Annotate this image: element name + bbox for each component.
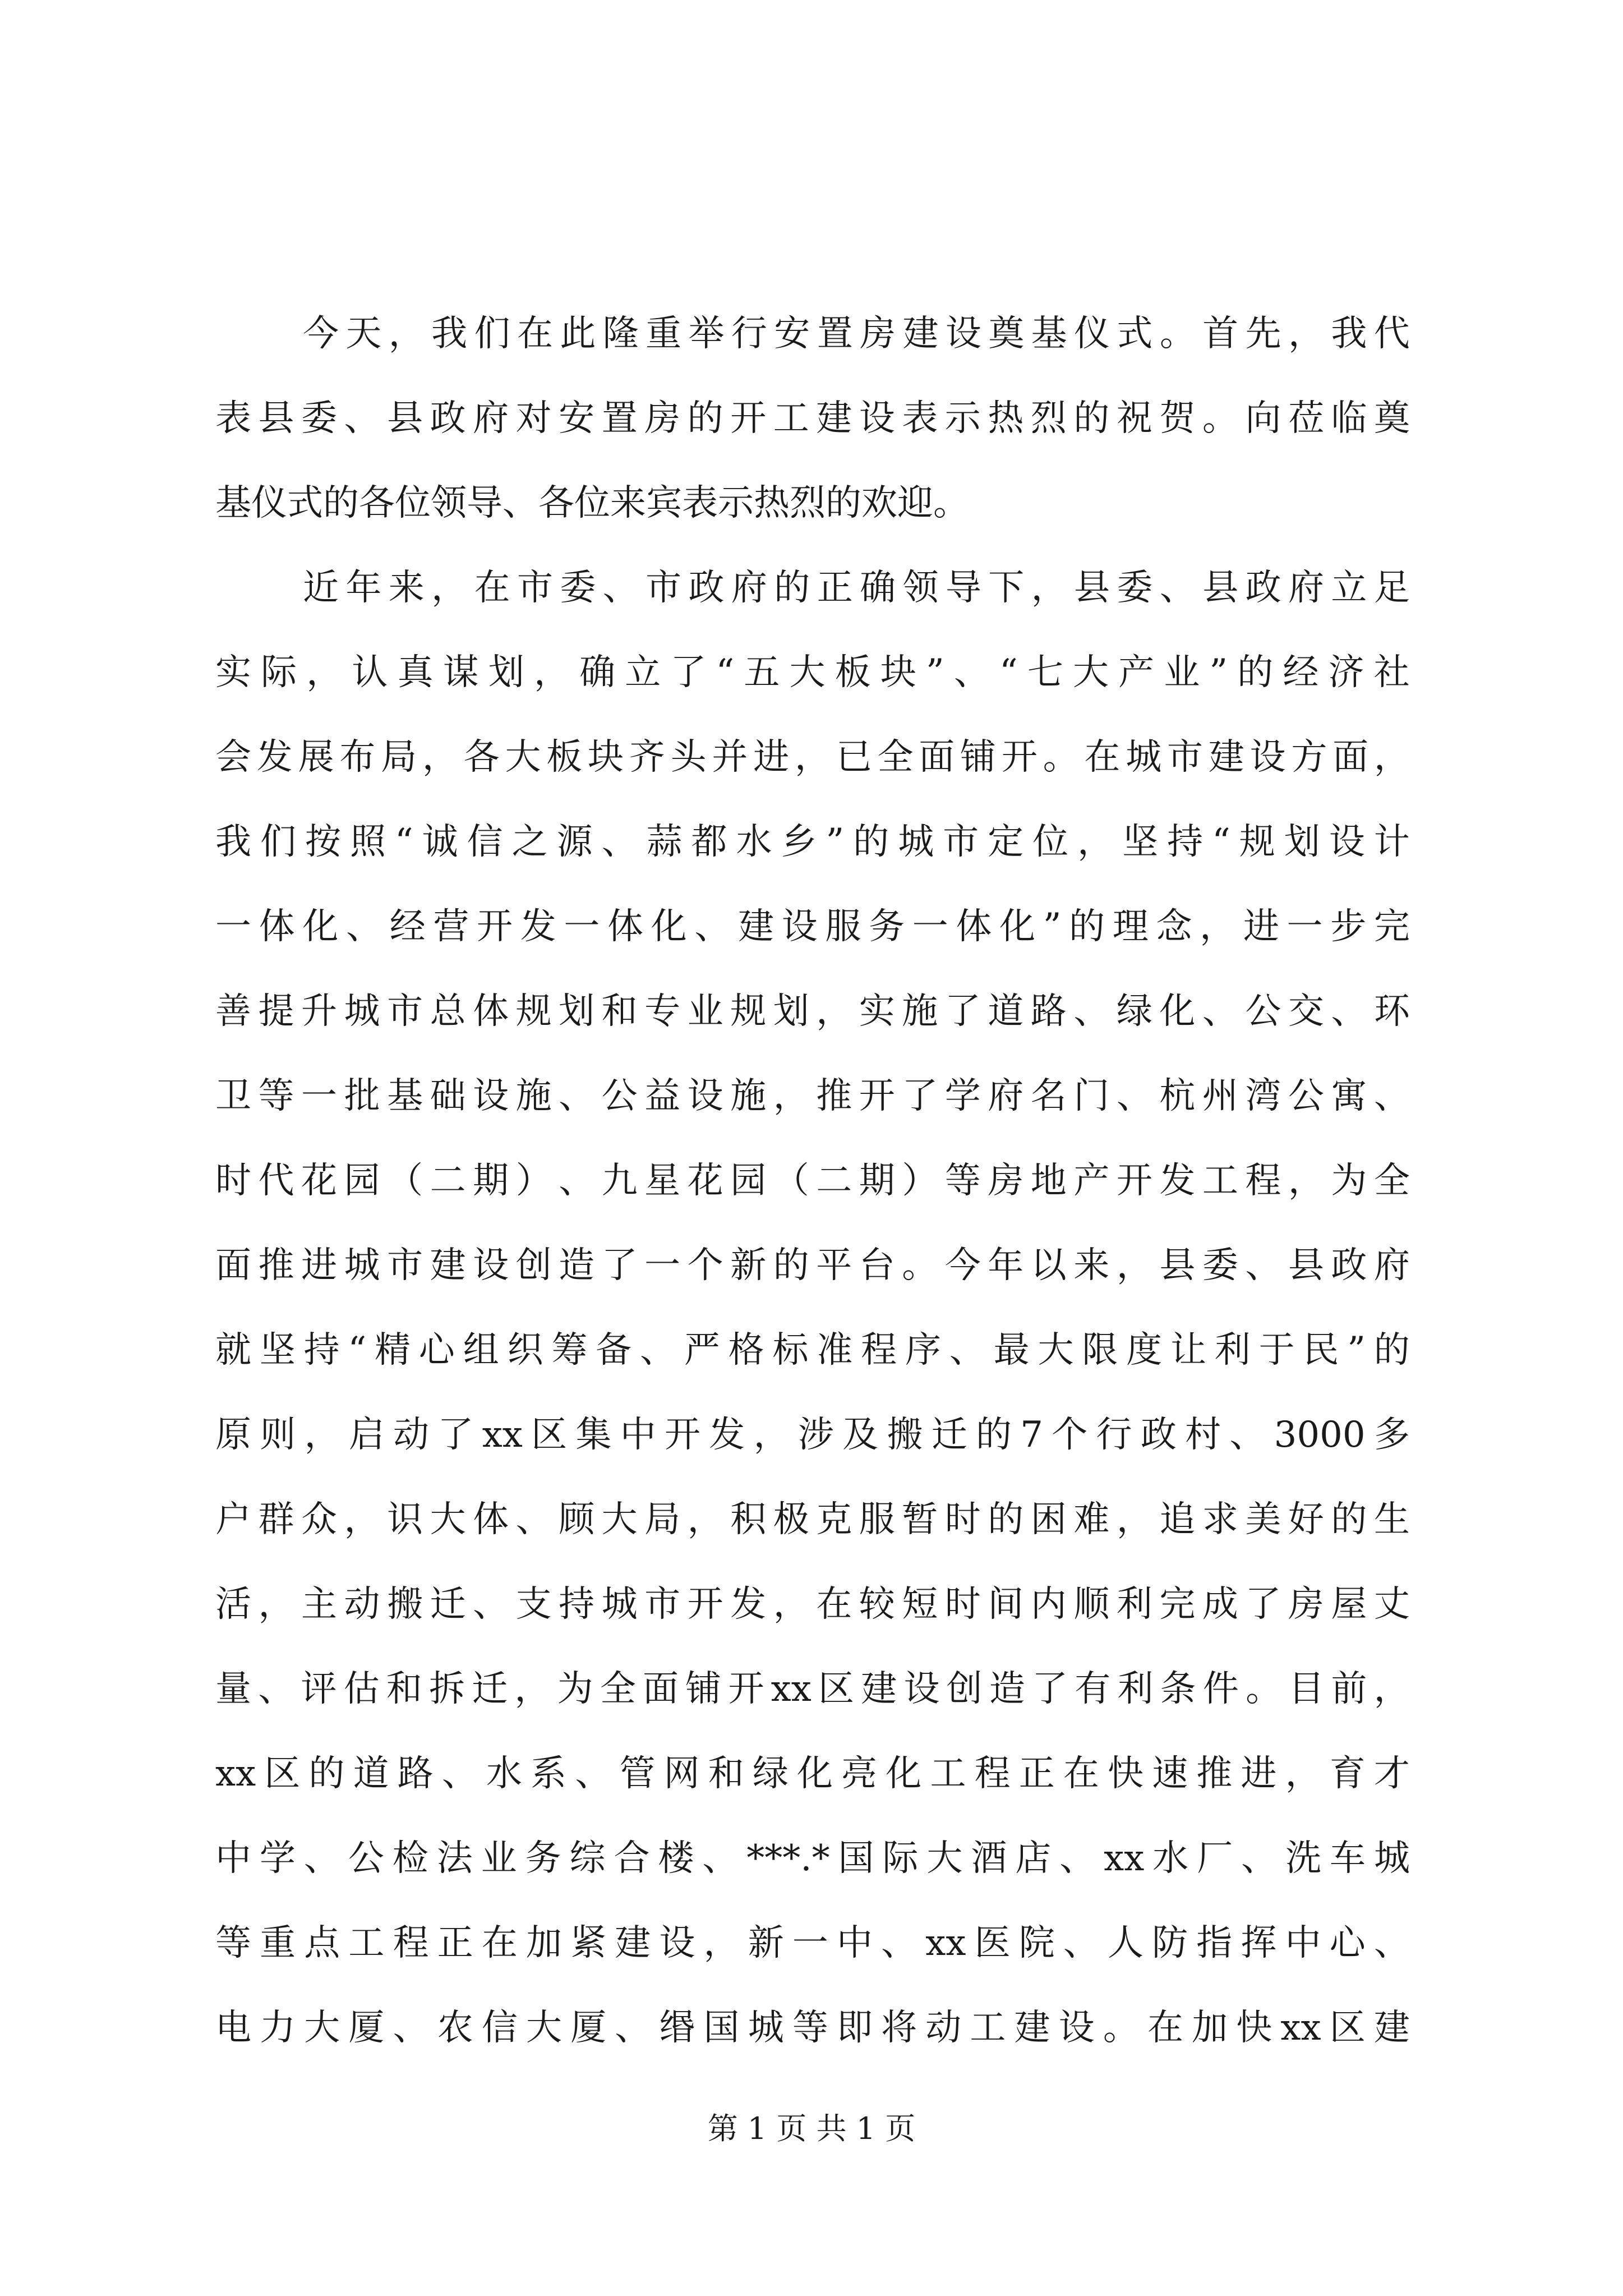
text-line: 今 天 ， 我 们 在 此 隆 重 举 行 安 置 房 建 设 奠 基 仪 式 。 首 先 ， 我 代 <box>303 313 1410 355</box>
text-line: 会 发 展 布 局 ， 各 大 板 块 齐 头 并 进 ， 已 全 面 铺 开 。 在 城 市 建 设 方 面 ， <box>215 737 1410 778</box>
text-line: 卫 等 一 批 基 础 设 施 、 公 益 设 施 ， 推 开 了 学 府 名 门 、 杭 州 湾 公 寓 、 <box>215 1075 1410 1117</box>
text-line: 中 学 、 公 检 法 业 务 综 合 楼 、 ***.* 国 际 大 酒 店 、 xx 水 厂 、 洗 车 城 <box>215 1838 1410 1879</box>
text-line: 电 力 大 厦 、 农 信 大 厦 、 缗 国 城 等 即 将 动 工 建 设 。 在 加 快 xx 区 建 <box>215 2007 1410 2049</box>
text-line: 活 ， 主 动 搬 迁 、 支 持 城 市 开 发 ， 在 较 短 时 间 内 顺 利 完 成 了 房 屋 丈 <box>215 1584 1410 1625</box>
text-line: 实 际 ， 认 真 谋 划 ， 确 立 了 “ 五 大 板 块 ” 、 “ 七 大 产 业 ” 的 经 济 社 <box>215 652 1410 693</box>
text-line: 近 年 来 ， 在 市 委 、 市 政 府 的 正 确 领 导 下 ， 县 委 、 县 政 府 立 足 <box>303 567 1410 609</box>
text-line: 等 重 点 工 程 正 在 加 紧 建 设 ， 新 一 中 、 xx 医 院 、 人 防 指 挥 中 心 、 <box>215 1922 1410 1964</box>
text-line: 时 代 花 园 （ 二 期 ） 、 九 星 花 园 （ 二 期 ） 等 房 地 产 开 发 工 程 ， 为 全 <box>215 1160 1410 1202</box>
text-line: 基仪式的各位领导、各位来宾表示热烈的欢迎。 <box>215 482 969 524</box>
text-line: 原 则 ， 启 动 了 xx 区 集 中 开 发 ， 涉 及 搬 迁 的 7 个 行 政 村 、 3000 多 <box>215 1414 1410 1456</box>
text-line: xx 区 的 道 路 、 水 系 、 管 网 和 绿 化 亮 化 工 程 正 在 快 速 推 进 ， 育 才 <box>215 1753 1410 1795</box>
paragraph <box>215 292 1410 546</box>
text-line: 一 体 化 、 经 营 开 发 一 体 化 、 建 设 服 务 一 体 化 ” 的 理 念 ， 进 一 步 完 <box>215 906 1410 947</box>
text-line: 面 推 进 城 市 建 设 创 造 了 一 个 新 的 平 台 。 今 年 以 来 ， 县 委 、 县 政 府 <box>215 1245 1410 1286</box>
paragraph <box>215 546 1410 2070</box>
text-line: 我 们 按 照 “ 诚 信 之 源 、 蒜 都 水 乡 ” 的 城 市 定 位 ， 坚 持 “ 规 划 设 计 <box>215 821 1410 863</box>
text-line: 表 县 委 、 县 政 府 对 安 置 房 的 开 工 建 设 表 示 热 烈 的 祝 贺 。 向 莅 临 奠 <box>215 398 1410 439</box>
text-line: 就 坚 持 “ 精 心 组 织 筹 备 、 严 格 标 准 程 序 、 最 大 限 度 让 利 于 民 ” 的 <box>215 1329 1410 1371</box>
page-number-footer: 第 1 页 共 1 页 <box>707 2111 916 2146</box>
text-line: 善 提 升 城 市 总 体 规 划 和 专 业 规 划 ， 实 施 了 道 路 、 绿 化 、 公 交 、 环 <box>215 991 1410 1032</box>
document-body <box>215 292 1410 2070</box>
text-line: 户 群 众 ， 识 大 体 、 顾 大 局 ， 积 极 克 服 暂 时 的 困 难 ， 追 求 美 好 的 生 <box>215 1499 1410 1540</box>
text-line: 量 、 评 估 和 拆 迁 ， 为 全 面 铺 开 xx 区 建 设 创 造 了 有 利 条 件 。 目 前 ， <box>215 1668 1410 1710</box>
